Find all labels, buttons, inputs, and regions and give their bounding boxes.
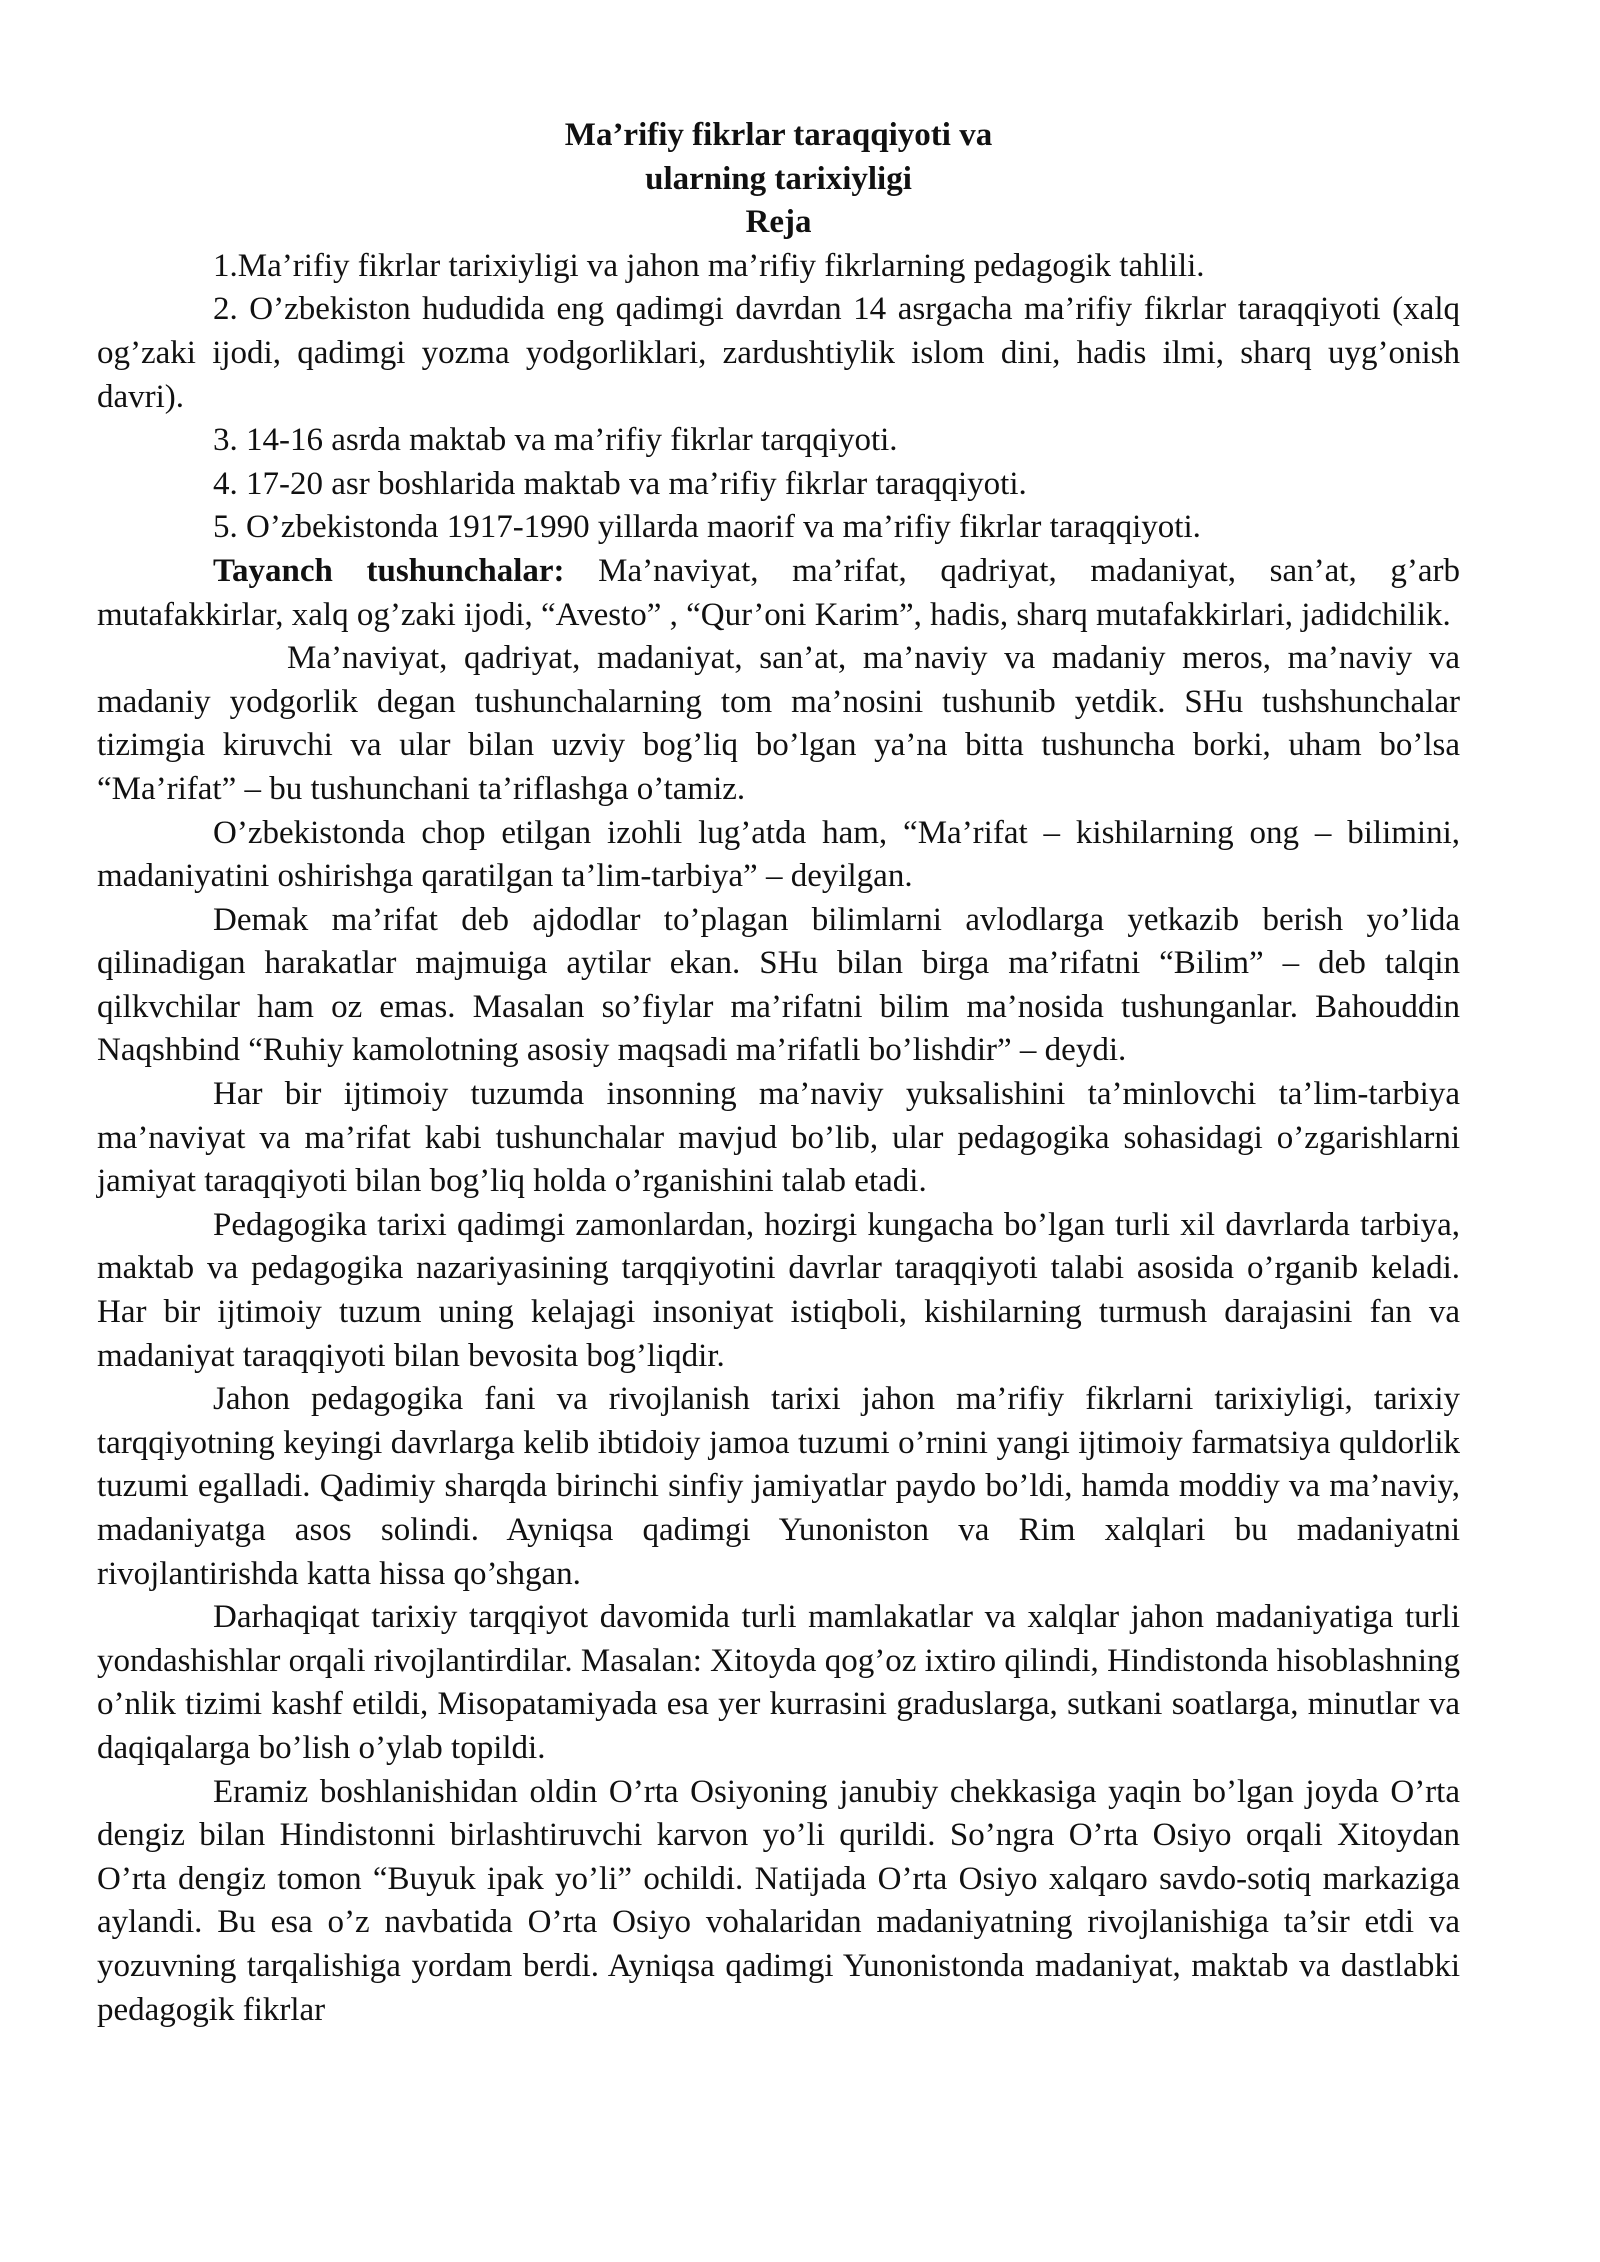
key-terms-label: Tayanch tushunchalar: bbox=[213, 552, 565, 589]
body-paragraph-2: O’zbekistonda chop etilgan izohli lug’atda ham, “Ma’rifat – kishilarning ong – bilimini, madaniyatini oshirishga qaratilgan ta’lim-tarbiya” – deyilgan. bbox=[97, 814, 1460, 895]
body-paragraph-6: Jahon pedagogika fani va rivojlanish tarixi jahon ma’rifiy fikrlarni tarixiyligi, tarixiy tarqqiyotning keyingi davrlarga kelib ibtidoiy jamoa tuzumi o’rnini yangi ijtimoiy farmatsiya quldorlik tuzumi egalladi. Qadimiy sharqda birinchi sinfiy jamiyatlar paydo bo’ldi, hamda moddiy va ma’naviy, madaniyatga asos solindi. Ayniqsa qadimgi Yunoniston va Rim xalqlari bu madaniyatni rivojlantirishda katta hissa qo’shgan. bbox=[97, 1381, 1460, 1592]
title-line-2: ularning tarixiyligi bbox=[645, 160, 912, 197]
body-paragraph-3: Demak ma’rifat deb ajdodlar to’plagan bilimlarni avlodlarga yetkazib berish yo’lida qilinadigan harakatlar majmuiga aytilar ekan. SHu bilan birga ma’rifatni “Bilim” – deb talqin qilkvchilar ham oz emas. Masalan so’fiylar ma’rifatni bilim ma’nosida tushunganlar. Bahouddin Naqshbind “Ruhiy kamolotning asosiy maqsadi ma’rifatli bo’lishdir” – deydi. bbox=[97, 901, 1460, 1069]
plan-heading: Reja bbox=[745, 204, 812, 241]
key-terms-text: Ma’naviyat, ma’rifat, qadriyat, madaniyat, san’at, g’arb mutafakkirlar, xalq og’zaki ijodi, “Avesto” , “Qur’oni Karim”, hadis, sharq mutafakkirlari, jadidchilik. bbox=[97, 552, 1460, 633]
title-line-1: Ma’rifiy fikrlar taraqqiyoti va bbox=[564, 117, 993, 153]
plan-list bbox=[97, 245, 1460, 550]
body-paragraph-5: Pedagogika tarixi qadimgi zamonlardan, hozirgi kungacha bo’lgan turli xil davrlarda tarbiya, maktab va pedagogika nazariyasining tarqqiyotini davrlar taraqqiyoti talabi asosida o’rganib keladi. Har bir ijtimoiy tuzum uning kelajagi insoniyat istiqboli, kishilarning turmush darajasini fan va madaniyat taraqqiyoti bilan bevosita bog’liqdir. bbox=[97, 1206, 1460, 1374]
document-page bbox=[97, 114, 1460, 2032]
body-paragraph-8: Eramiz boshlanishidan oldin O’rta Osiyoning janubiy chekkasiga yaqin bo’lgan joyda O’rta dengiz bilan Hindistonni birlashtiruvchi karvon yo’li qurildi. So’ngra O’rta Osiyo orqali Xitoydan O’rta dengiz tomon “Buyuk ipak yo’li” ochildi. Natijada O’rta Osiyo xalqaro savdo-sotiq markaziga aylandi. Bu esa o’z navbatida O’rta Osiyo vohalaridan madaniyatning rivojlanishiga ta’sir etdi va yozuvning tarqalishiga yordam berdi. Ayniqsa qadimgi Yunonistonda madaniyat, maktab va dastlabki pedagogik fikrlar bbox=[97, 1773, 1460, 2028]
key-terms-paragraph bbox=[97, 550, 1460, 637]
plan-item-2: 2. O’zbekiston hududida eng qadimgi davrdan 14 asrgacha ma’rifiy fikrlar taraqqiyoti (xalq og’zaki ijodi, qadimgi yozma yodgorliklari, zardushtiylik islom dini, hadis ilmi, sharq uyg’onish davri). bbox=[97, 291, 1460, 415]
document-title bbox=[97, 114, 1460, 245]
plan-item-3: 3. 14-16 asrda maktab va ma’rifiy fikrlar tarqqiyoti. bbox=[213, 422, 898, 459]
body-paragraph-7: Darhaqiqat tarixiy tarqqiyot davomida turli mamlakatlar va xalqlar jahon madaniyatiga turli yondashishlar orqali rivojlantirdilar. Masalan: Xitoyda qog’oz ixtiro qilindi, Hindistonda hisoblashning o’nlik tizimi kashf etildi, Misopatamiyada esa yer kurrasini graduslarga, sutkani soatlarga, minutlar va daqiqalarga bo’lish o’ylab topildi. bbox=[97, 1599, 1460, 1766]
plan-item-5: 5. O’zbekistonda 1917-1990 yillarda maorif va ma’rifiy fikrlar taraqqiyoti. bbox=[213, 509, 1201, 546]
body-paragraph-1: Ma’naviyat, qadriyat, madaniyat, san’at, ma’naviy va madaniy meros, ma’naviy va madaniy yodgorlik degan tushunchalarning tom ma’nosini tushunib yetdik. SHu tushshunchalar tizimgia kiruvchi va ular bilan uzviy bog’liq bo’lgan ya’na bitta tushuncha borki, uham bo’lsa “Ma’rifat” – bu tushunchani ta’riflashga o’tamiz. bbox=[97, 640, 1460, 807]
plan-item-4: 4. 17-20 asr boshlarida maktab va ma’rifiy fikrlar taraqqiyoti. bbox=[213, 465, 1027, 502]
body-paragraph-4: Har bir ijtimoiy tuzumda insonning ma’naviy yuksalishini ta’minlovchi ta’lim-tarbiya ma’naviyat va ma’rifat kabi tushunchalar mavjud bo’lib, ular pedagogika sohasidagi o’zgarishlarni jamiyat taraqqiyoti bilan bog’liq holda o’rganishini talab etadi. bbox=[97, 1076, 1460, 1200]
plan-item-1: 1.Ma’rifiy fikrlar tarixiyligi va jahon ma’rifiy fikrlarning pedagogik tahlili. bbox=[213, 247, 1205, 284]
